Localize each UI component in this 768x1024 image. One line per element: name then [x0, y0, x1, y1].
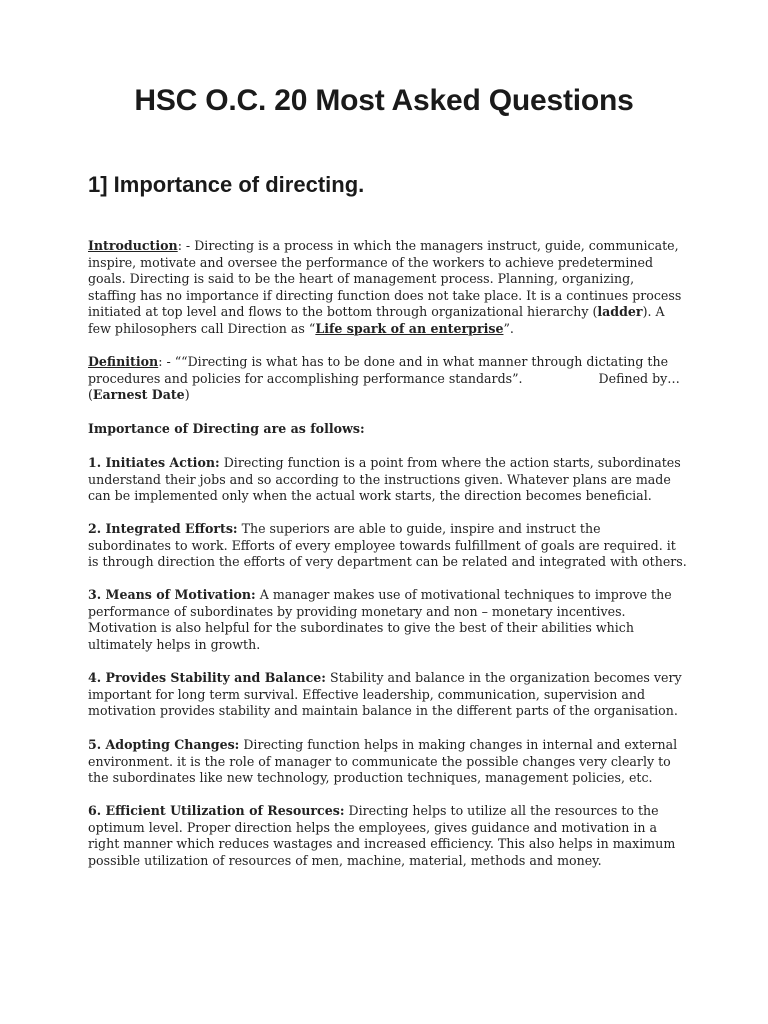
intro-line-6c: ”. [503, 320, 514, 336]
question-heading: 1] Importance of directing. [88, 172, 365, 197]
defined-by: Defined by… [598, 370, 680, 386]
intro-line-4: staffing has no importance if directing function does not take place. It is a continues process [88, 287, 682, 303]
point-6-number: 6 [88, 803, 97, 818]
importance-heading-text: Importance of Directing are as follows: [88, 421, 365, 436]
intro-line-2: inspire, motivate and oversee the performance of the workers to achieve predetermined [88, 254, 654, 270]
point-5 [88, 737, 728, 787]
point-2-line-1: The superiors are able to guide, inspire and instruct the [237, 521, 601, 536]
point-4-line-3: motivation provides stability and maintain balance in the different parts of the organisation. [88, 703, 678, 719]
definition-paragraph [88, 354, 728, 404]
importance-heading [88, 421, 728, 438]
ladder-term: ladder [597, 304, 643, 320]
definition-label: Definition [88, 354, 159, 369]
point-4 [88, 670, 728, 720]
point-2-line-3: is through direction the efforts of very department can be related and integrated with others. [88, 554, 687, 570]
point-1-line-1: Directing function is a point from where the action starts, subordinates [219, 455, 681, 470]
point-3-line-1: A manager makes use of motivational techniques to improve the [255, 587, 672, 602]
intro-line-3: goals. Directing is said to be the heart of management process. Planning, organizing, [88, 271, 635, 287]
intro-line-5c: ). A [642, 304, 665, 320]
point-4-heading: 4. Provides Stability and Balance: [88, 670, 326, 685]
point-1-heading: 1. Initiates Action: [88, 455, 220, 470]
definition-line-2: procedures and policies for accomplishing performance standards”. [88, 370, 523, 386]
definition-line-1: : - ““Directing is what has to be done and in what manner through dictating the [158, 354, 669, 369]
intro-line-5a: initiated at top level and flows to the bottom through organizational hierarchy ( [88, 304, 598, 320]
page-title: HSC O.C. 20 Most Asked Questions [134, 84, 634, 117]
point-2-heading: 2. Integrated Efforts: [88, 521, 238, 536]
point-6-line-3: right manner which reduces wastages and increased efficiency. This also helps in maximum [88, 836, 676, 852]
intro-line-6a: few philosophers call Direction as “ [88, 320, 316, 336]
point-5-line-2: environment. it is the role of manager to communicate the possible changes very clearly to [88, 753, 671, 769]
point-6-line-4: possible utilization of resources of men, machine, material, methods and money. [88, 852, 602, 868]
point-4-line-2: important for long term survival. Effective leadership, communication, supervision and [88, 686, 646, 702]
intro-line-1: : - Directing is a process in which the managers instruct, guide, communicate, [177, 238, 679, 253]
point-5-heading: 5. Adopting Changes: [88, 737, 240, 752]
definition-paren-open: ( [88, 387, 93, 403]
earnest-date: Earnest Date [92, 387, 185, 403]
definition-paren-close: ) [184, 387, 190, 403]
point-6-line-1: Directing helps to utilize all the resources to the [344, 803, 659, 818]
point-3-line-4: ultimately helps in growth. [88, 636, 261, 652]
point-6-line-2: optimum level. Proper direction helps the employees, gives guidance and motivation in a [88, 819, 658, 835]
introduction-label: Introduction [88, 238, 178, 253]
point-1-line-2: understand their jobs and so according to the instructions given. Whatever plans are made [88, 471, 671, 487]
point-3-line-3: Motivation is also helpful for the subordinates to give the best of their abilities which [88, 620, 634, 636]
point-2-line-2: subordinates to work. Efforts of every employee towards fulfillment of goals are required. it [88, 537, 676, 553]
point-5-line-3: the subordinates like new technology, production techniques, management policies, etc. [88, 770, 653, 786]
point-6-heading: . Efficient Utilization of Resources: [96, 803, 345, 818]
point-6 [88, 803, 728, 869]
point-3 [88, 587, 728, 653]
point-5-line-1: Directing function helps in making changes in internal and external [239, 737, 678, 752]
point-1 [88, 455, 728, 505]
introduction-paragraph [88, 238, 728, 338]
point-3-line-2: performance of subordinates by providing monetary and non – monetary incentives. [88, 603, 626, 619]
point-4-line-1: Stability and balance in the organization becomes very [325, 670, 682, 685]
life-spark-term: Life spark of an enterprise [315, 320, 504, 336]
point-1-line-3: can be implemented only when the actual work starts, the direction becomes beneficial. [88, 488, 652, 504]
point-3-heading: 3. Means of Motivation: [88, 587, 256, 602]
point-2 [88, 521, 728, 571]
